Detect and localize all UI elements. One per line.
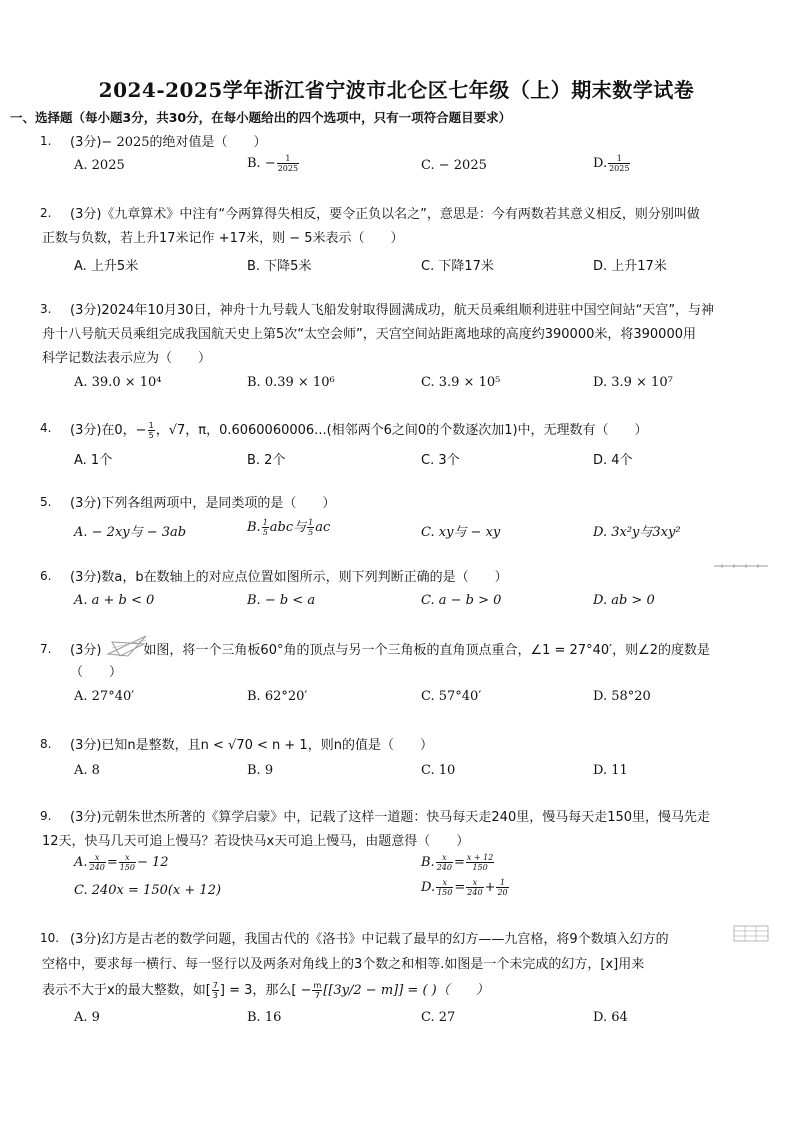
question-number: 5. [40,495,52,509]
question-text-line-2: 舟十八号航天员乘组完成我国航天史上第5次“太空会师”，天宫空间站距离地球的高度约390000米，将390000用 [42,327,696,342]
option-b[interactable]: B. 16 [247,1010,282,1025]
option-c[interactable]: C. − 2025 [421,158,487,173]
option-a[interactable]: A. 1个 [74,453,113,468]
question-number: 7. [40,642,52,656]
page-title: 2024-2025学年浙江省宁波市北仑区七年级（上）期末数学试卷 [98,78,695,102]
question-number: 6. [40,569,52,583]
option-c[interactable]: C. 3.9 × 10⁵ [421,375,501,390]
option-b[interactable]: B. $\frac{1}{5}$ abc与 $\frac{1}{5}$ ac [247,518,331,537]
option-c[interactable]: C. 10 [421,763,456,778]
option-d[interactable]: D. ab > 0 [593,593,655,608]
question-text: (3分)数a，b在数轴上的对应点位置如图所示，则下列判断正确的是（ ） [70,570,508,585]
option-d[interactable]: D. $\frac{x}{150}$ = $\frac{x}{240}$ + $\frac{1}{20}$ [421,878,508,897]
option-a[interactable]: A. − 2xy与 − 3ab [74,525,187,540]
option-c[interactable]: C. 27 [421,1010,456,1025]
option-d[interactable]: D. $\frac{1}{2025}$ [593,154,630,173]
question-text: (3分)在0，− $\frac{1}{5}$ ，√7，π，0.6060060006...(相邻两个6之间0的个数逐次加1)中，无理数有（ ） [70,421,648,440]
question-text-line-1: (3分)《九章算术》中注有“今两算得失相反，要令正负以名之”，意思是：今有两数若其意义相反，则分别叫做 [70,207,700,222]
question-text-line-2: 12天，快马几天可追上慢马？若设快马x天可追上慢马，由题意得（ ） [42,834,470,849]
section-heading: 一、选择题（每小题3分，共30分，在每小题给出的四个选项中，只有一项符合题目要求） [10,110,512,125]
option-c[interactable]: C. 3个 [421,453,460,468]
option-a[interactable]: A. 2025 [74,158,125,173]
option-a[interactable]: A. $\frac{x}{240}$ = $\frac{x}{150}$ − 12 [74,853,169,872]
question-text-line-2: 正数与负数，若上升17米记作 +17米，则 − 5米表示（ ） [42,231,404,246]
option-b[interactable]: B. 2个 [247,453,286,468]
option-d[interactable]: D. 58°20 [593,689,651,704]
question-text: (3分)− 2025的绝对值是（ ） [70,135,267,150]
question-number: 2. [40,206,52,220]
question-text-line-1: (3分)2024年10月30日，神舟十九号载人飞船发射取得圆满成功，航天员乘组顺利进驻中国空间站“天宫”，与神 [70,303,715,318]
question-number: 3. [40,302,52,316]
option-b[interactable]: B. 62°20′ [247,689,308,704]
option-c[interactable]: C. 240x = 150(x + 12) [74,883,222,898]
option-c[interactable]: C. a − b > 0 [421,593,502,608]
question-number: 9. [40,809,52,823]
option-a[interactable]: A. a + b < 0 [74,593,155,608]
option-d[interactable]: D. 3x²y与3xy² [593,525,681,540]
option-b[interactable]: B. − $\frac{1}{2025}$ [247,154,299,173]
option-b[interactable]: B. $\frac{x}{240}$ = $\frac{x + 12}{150}$ [421,853,494,872]
question-text: (3分)下列各组两项中，是同类项的是（ ） [70,496,336,511]
question-number: 4. [40,421,52,435]
option-c[interactable]: C. 下降17米 [421,259,494,274]
option-a[interactable]: A. 9 [74,1010,100,1025]
question-text-line-2: （ ） [70,665,123,680]
option-b[interactable]: B. 下降5米 [247,259,312,274]
option-d[interactable]: D. 11 [593,763,628,778]
question-text-line-3: 表示不大于x的最大整数，如[ $\frac{7}{3}$ ] = 3，那么[ − $\frac{m}{7}$ [[3y/2 − m]] = ( )（ ） [42,981,489,1000]
option-d[interactable]: D. 上升17米 [593,259,667,274]
option-d[interactable]: D. 4个 [593,453,633,468]
question-text-line-1: (3分)幻方是古老的数学问题，我国古代的《洛书》中记载了最早的幻方——九宫格，将9个数填入幻方的 [70,932,669,947]
question-text-line-1: (3分)元朝朱世杰所著的《算学启蒙》中，记载了这样一道题：快马每天走240里，慢马每天走150里，慢马先走 [70,810,711,825]
option-b[interactable]: B. 9 [247,763,274,778]
triangle-boards-figure [106,632,150,658]
option-a[interactable]: A. 27°40′ [74,689,135,704]
option-a[interactable]: A. 上升5米 [74,259,139,274]
number-line-figure [712,561,770,571]
option-a[interactable]: A. 8 [74,763,100,778]
question-number: 8. [40,737,52,751]
option-c[interactable]: C. 57°40′ [421,689,482,704]
option-c[interactable]: C. xy与 − xy [421,525,501,540]
question-text: (3分) 如图，将一个三角板60°角的顶点与另一个三角板的直角顶点重合，∠1 = 27°40′，则∠2的度数是 [70,643,711,658]
option-d[interactable]: D. 64 [593,1010,628,1025]
option-b[interactable]: B. 0.39 × 10⁶ [247,375,335,390]
question-text: (3分)已知n是整数，且n < √70 < n + 1，则n的值是（ ） [70,738,433,753]
option-a[interactable]: A. 39.0 × 10⁴ [74,375,162,390]
question-text-line-3: 科学记数法表示应为（ ） [42,351,212,366]
question-number: 1. [40,134,52,148]
question-text-line-2: 空格中，要求每一横行、每一竖行以及两条对角线上的3个数之和相等.如图是一个未完成的幻方，[x]用来 [42,957,645,972]
option-d[interactable]: D. 3.9 × 10⁷ [593,375,673,390]
magic-square-figure [733,925,769,943]
question-number: 10. [40,931,60,945]
option-b[interactable]: B. − b < a [247,593,316,608]
